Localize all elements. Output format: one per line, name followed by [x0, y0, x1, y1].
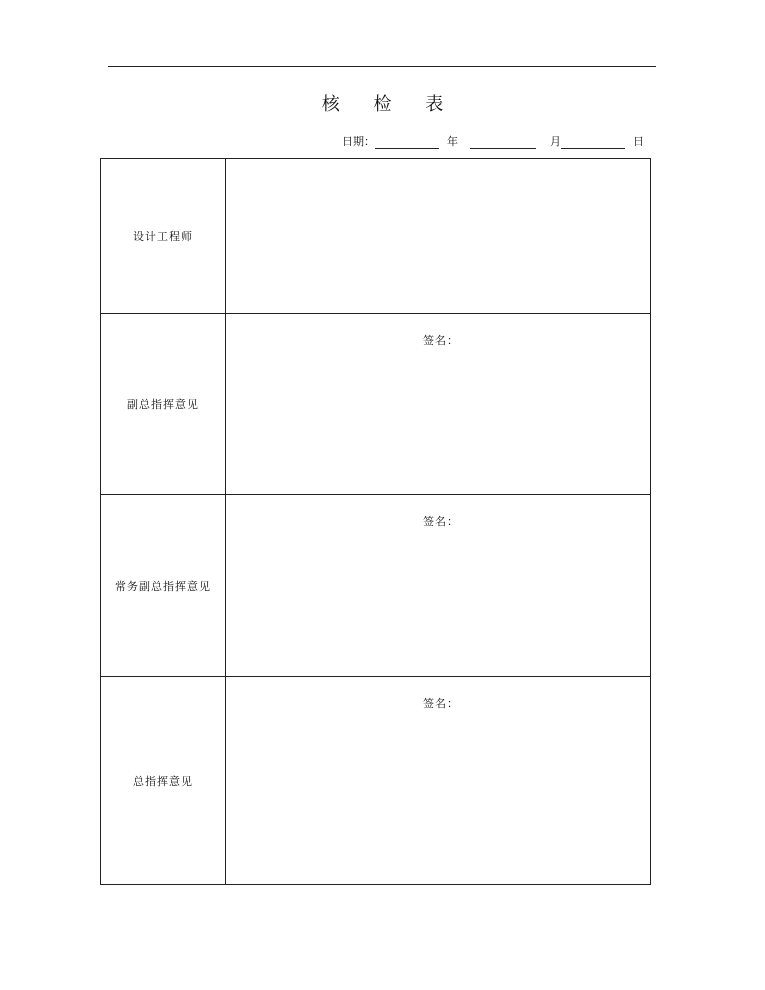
deputy-commander-comment-cell[interactable] — [226, 314, 651, 495]
signature-label: 签名： — [423, 334, 459, 347]
date-line — [342, 133, 644, 149]
executive-deputy-comment-cell[interactable] — [226, 495, 651, 677]
table-row — [101, 495, 651, 677]
table-row — [101, 159, 651, 314]
signature-label: 签名： — [423, 515, 459, 528]
review-table — [100, 158, 651, 885]
page-title: 核 检 表 — [321, 94, 458, 115]
row-label: 常务副总指挥意见 — [101, 495, 226, 677]
month-blank[interactable] — [470, 136, 536, 149]
row-label: 总指挥意见 — [101, 677, 226, 885]
month-label: 月 — [550, 135, 561, 148]
table-row — [101, 314, 651, 495]
year-label: 年 — [447, 135, 458, 148]
row-label: 设计工程师 — [101, 159, 226, 314]
row-label: 副总指挥意见 — [101, 314, 226, 495]
date-label: 日期： — [342, 135, 375, 148]
commander-comment-cell[interactable] — [226, 677, 651, 885]
header-rule — [108, 66, 656, 67]
year-blank[interactable] — [375, 136, 439, 149]
table-row — [101, 677, 651, 885]
day-blank[interactable] — [561, 136, 625, 149]
designer-comment-cell[interactable] — [226, 159, 651, 314]
day-label: 日 — [633, 135, 644, 148]
signature-label: 签名： — [423, 697, 459, 710]
